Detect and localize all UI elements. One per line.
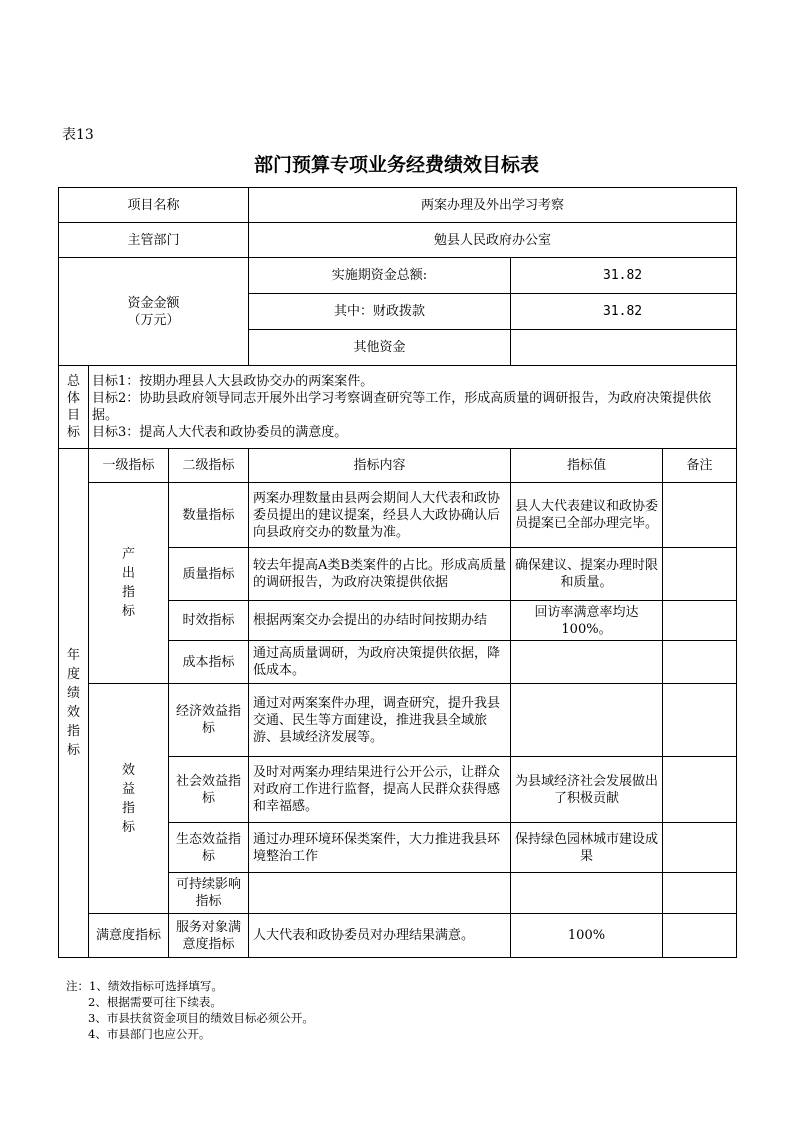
- value-satisfaction: 100%: [511, 914, 663, 958]
- content-cost: 通过高质量调研，为政府决策提供依据，降低成本。: [249, 641, 511, 684]
- level1-satisfaction: 满意度指标: [89, 914, 169, 958]
- level2-cost: 成本指标: [169, 641, 249, 684]
- funds-label-cell: [59, 258, 249, 366]
- notes: [66, 978, 314, 1042]
- content-social: 及时对两案办理结果进行公开公示，让群众对政府工作进行监督，提高人民群众获得感和幸福感。: [249, 757, 511, 823]
- value-social: 为县域经济社会发展做出了积极贡献: [511, 757, 663, 823]
- funds-label: 资金金额: [127, 295, 180, 311]
- project-name-value: 两案办理及外出学习考察: [249, 188, 737, 223]
- performance-table: [58, 187, 737, 958]
- remark-ecological: [663, 823, 737, 873]
- benefit-label-char: 指: [122, 800, 136, 816]
- annual-label-char: 指: [67, 724, 81, 739]
- level2-quantity: 数量指标: [169, 483, 249, 548]
- header-remark: 备注: [663, 449, 737, 483]
- benefit-label-char: 效: [122, 762, 136, 778]
- remark-social: [663, 757, 737, 823]
- overall-goal-char: 目: [67, 408, 81, 423]
- remark-quality: [663, 548, 737, 601]
- remark-satisfaction: [663, 914, 737, 958]
- goal-2: 目标2：协助县政府领导同志开展外出学习考察调查研究等工作，形成高质量的调研报告，为政府决策提供依据。: [92, 391, 712, 423]
- remark-sustainable: [663, 873, 737, 914]
- annual-label-char: 绩: [67, 686, 81, 701]
- output-indicator-label-cell: [89, 483, 169, 684]
- funds-fiscal-value: 31.82: [511, 294, 737, 330]
- content-sustainable: [249, 873, 511, 914]
- content-ecological: 通过办理环境环保类案件，大力推进我县环境整治工作: [249, 823, 511, 873]
- remark-economic: [663, 684, 737, 757]
- note-4: 4、市县部门也应公开。: [88, 1027, 211, 1041]
- content-economic: 通过对两案案件办理，调查研究，提升我县交通、民生等方面建设，推进我县全域旅游、县域经济发展等。: [249, 684, 511, 757]
- content-satisfaction: 人大代表和政协委员对办理结果满意。: [249, 914, 511, 958]
- benefit-label-char: 益: [122, 781, 136, 797]
- content-quantity: 两案办理数量由县两会期间人大代表和政协委员提出的建议提案，经县人大政协确认后向县政府交办的数量为准。: [249, 483, 511, 548]
- value-ecological: 保持绿色园林城市建设成果: [511, 823, 663, 873]
- value-timeliness: 回访率满意率均达100%。: [511, 601, 663, 641]
- annual-label-char: 度: [67, 667, 81, 682]
- benefit-label-char: 标: [122, 819, 136, 835]
- annual-label-cell: [59, 449, 89, 958]
- header-level1: 一级指标: [89, 449, 169, 483]
- header-level2: 二级指标: [169, 449, 249, 483]
- goal-3: 目标3：提高人大代表和政协委员的满意度。: [92, 425, 348, 440]
- table-label: 表13: [62, 127, 94, 143]
- note-1: 注：1、绩效指标可选择填写。: [66, 979, 223, 993]
- header-content: 指标内容: [249, 449, 511, 483]
- benefit-indicator-label-cell: [89, 684, 169, 914]
- level2-social: 社会效益指标: [169, 757, 249, 823]
- output-label-char: 出: [122, 566, 136, 581]
- output-label-char: 标: [122, 604, 136, 619]
- value-sustainable: [511, 873, 663, 914]
- remark-cost: [663, 641, 737, 684]
- overall-goal-char: 总: [67, 374, 81, 389]
- annual-label-char: 效: [67, 705, 81, 720]
- value-quantity: 县人大代表建议和政协委员提案已全部办理完毕。: [511, 483, 663, 548]
- output-label-char: 指: [122, 585, 136, 600]
- funds-total-value: 31.82: [511, 258, 737, 294]
- project-name-label: 项目名称: [59, 188, 249, 223]
- content-quality: 较去年提高A类B类案件的占比。形成高质量的调研报告，为政府决策提供依据: [249, 548, 511, 601]
- funds-fiscal-label: 其中：财政拨款: [249, 294, 511, 330]
- overall-goals-cell: [89, 366, 737, 449]
- header-value: 指标值: [511, 449, 663, 483]
- overall-goal-label-cell: [59, 366, 89, 449]
- content-timeliness: 根据两案交办会提出的办结时间按期办结: [249, 601, 511, 641]
- note-3: 3、市县扶贫资金项目的绩效目标必须公开。: [88, 1011, 314, 1025]
- level2-economic: 经济效益指标: [169, 684, 249, 757]
- level2-sustainable: 可持续影响指标: [169, 873, 249, 914]
- note-2: 2、根据需要可往下续表。: [88, 995, 222, 1009]
- value-cost: [511, 641, 663, 684]
- goal-1: 目标1：按期办理县人大县政协交办的两案案件。: [92, 374, 374, 389]
- remark-timeliness: [663, 601, 737, 641]
- level2-ecological: 生态效益指标: [169, 823, 249, 873]
- department-value: 勉县人民政府办公室: [249, 223, 737, 258]
- overall-goal-char: 体: [67, 391, 81, 406]
- funds-unit: （万元）: [127, 312, 180, 328]
- overall-goal-char: 标: [67, 425, 81, 440]
- output-label-char: 产: [122, 547, 136, 562]
- document-title: 部门预算专项业务经费绩效目标表: [253, 154, 539, 176]
- value-quality: 确保建议、提案办理时限和质量。: [511, 548, 663, 601]
- funds-total-label: 实施期资金总额:: [249, 258, 511, 294]
- annual-label-char: 标: [67, 743, 81, 758]
- funds-other-value: [511, 330, 737, 366]
- annual-label-char: 年: [67, 648, 81, 663]
- level2-timeliness: 时效指标: [169, 601, 249, 641]
- remark-quantity: [663, 483, 737, 548]
- value-economic: [511, 684, 663, 757]
- level2-quality: 质量指标: [169, 548, 249, 601]
- level2-satisfaction: 服务对象满意度指标: [169, 914, 249, 958]
- department-label: 主管部门: [59, 223, 249, 258]
- funds-other-label: 其他资金: [249, 330, 511, 366]
